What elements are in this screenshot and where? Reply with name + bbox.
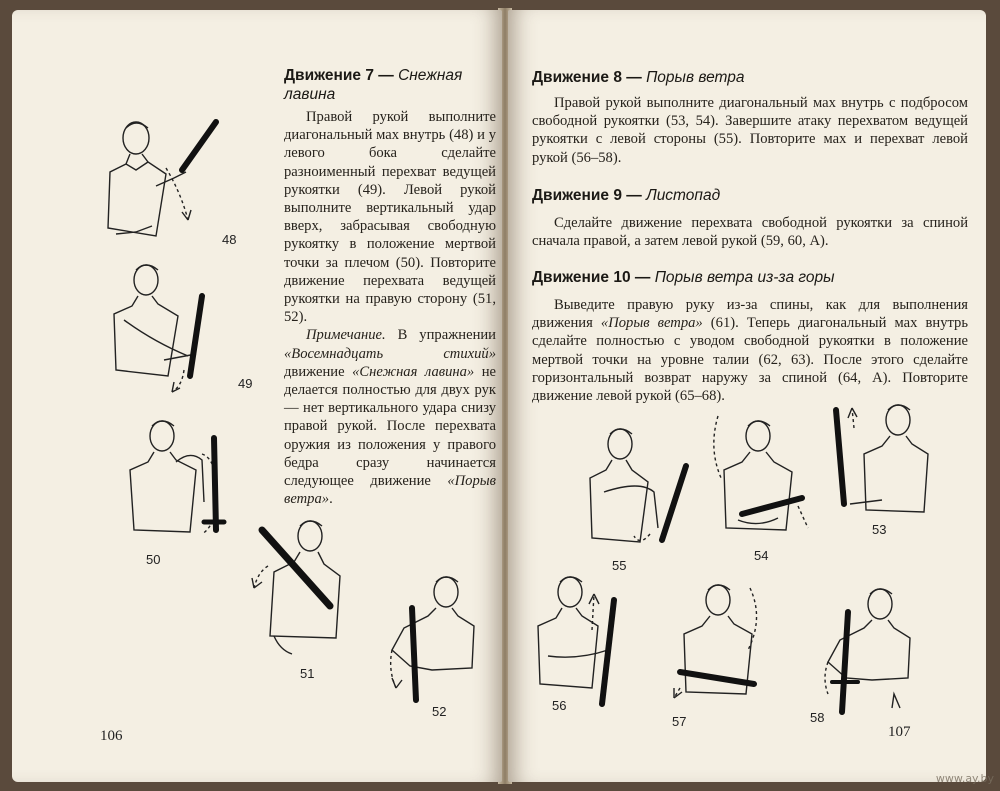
movement-9-text (532, 214, 968, 250)
note-ref-3: «Порыв ветра» (284, 473, 496, 508)
figure-58 (788, 582, 928, 725)
movement-8-heading (532, 68, 972, 87)
note-text-1: В упражнении (385, 327, 496, 344)
movement-10-paragraph (532, 296, 968, 405)
figure-55 (580, 422, 710, 577)
movement-10-text-a: Выведите правую руку из-за спины, как для выполнения движения (532, 297, 968, 332)
movement-7-prefix: Движение 7 — (284, 67, 399, 84)
figure-56-number: 56 (552, 698, 567, 713)
watermark: www.ay.by (935, 772, 994, 785)
note-text-2: движение (284, 363, 353, 380)
figure-50-number: 50 (146, 552, 161, 567)
figure-55-illustration (580, 422, 710, 577)
movement-7-note (284, 326, 496, 508)
figure-53 (824, 398, 954, 548)
figure-51-number: 51 (300, 666, 315, 681)
figure-52-illustration (362, 570, 482, 720)
figure-56-illustration (528, 570, 648, 720)
figure-57-illustration (658, 578, 788, 728)
figure-48 (96, 108, 246, 248)
movement-7-paragraph: Правой рукой выполните диагональный мах внутрь (48) и у левого бока сделайте разноименный перехват ведущей рукоятки (49). Левой рукой выполните вертикальный удар вверх, забрасывая свободную рукоятку в положение мертвой точки за плечом (50). Повторите движение перехвата ведущей рукоятки на правую сторону (51, 52). (284, 109, 496, 326)
figure-49 (104, 260, 264, 400)
note-ref-2: «Снежная лавина» (352, 363, 475, 380)
figure-54 (698, 410, 838, 565)
note-text-3: не делается полностью для двух рук — нет вертикального удара снизу правой рукой. После перехвата оружия из положения у правого бедра сразу начинается следующее движение (284, 363, 496, 490)
figure-48-number: 48 (222, 232, 237, 247)
right-page-number: 107 (888, 724, 911, 740)
figure-58-illustration (788, 582, 928, 722)
note-ref-1: «Восемнадцать стихий» (284, 345, 496, 362)
right-page (508, 10, 986, 782)
movement-9-heading (532, 186, 972, 205)
figure-54-illustration (698, 410, 838, 565)
figure-57 (658, 578, 788, 728)
figure-56 (528, 570, 648, 720)
note-label: Примечание. (306, 327, 386, 344)
figure-52 (362, 570, 482, 720)
figure-55-number: 55 (612, 558, 627, 573)
movement-8-text (532, 94, 968, 167)
movement-7-text (284, 108, 496, 508)
figure-52-number: 52 (432, 704, 447, 719)
figure-53-number: 53 (872, 522, 887, 537)
movement-8-paragraph: Правой рукой выполните диагональный мах внутрь с подбросом свободной рукоятки (53, 54). Завершите атаку перехватом ведущей рукоятки с левой стороны (55). Повторите мах и перехват левой рукой (56–58). (532, 95, 968, 166)
figure-51-illustration (240, 516, 360, 686)
movement-9-prefix: Движение 9 — (532, 187, 647, 204)
movement-7-heading (284, 66, 494, 104)
movement-7-title: Снежная лавина (284, 67, 463, 103)
movement-8-prefix: Движение 8 — (532, 69, 647, 86)
movement-8-title: Порыв ветра (646, 69, 745, 86)
left-page (12, 10, 502, 782)
figure-49-number: 49 (238, 376, 253, 391)
figure-48-illustration (96, 108, 246, 248)
figure-53-illustration (824, 398, 954, 548)
movement-10-heading (532, 268, 972, 287)
movement-10-title: Порыв ветра из-за горы (654, 269, 835, 286)
figure-51 (240, 516, 360, 686)
figure-58-number: 58 (810, 710, 825, 725)
movement-10-ref: «Порыв ветра» (600, 315, 703, 332)
movement-10-text (532, 296, 968, 405)
figure-54-number: 54 (754, 548, 769, 563)
movement-10-prefix: Движение 10 — (532, 269, 655, 286)
movement-9-title: Листопад (646, 187, 721, 204)
movement-10-text-b: (61). Теперь диагональный мах внутрь сделайте полностью с уводом свободной рукоятки в положение мертвой точки на уровне талии (62, 63). После этого сделайте горизонтальный возврат наружу за спиной (64, А). Повторите движение левой рукой (65–68). (532, 315, 969, 405)
left-page-number: 106 (100, 728, 123, 744)
movement-9-paragraph: Сделайте движение перехвата свободной рукоятки за спиной сначала правой, а затем левой рукой (59, 60, А). (532, 215, 968, 250)
figure-57-number: 57 (672, 714, 687, 729)
note-text-4: . (329, 491, 333, 508)
